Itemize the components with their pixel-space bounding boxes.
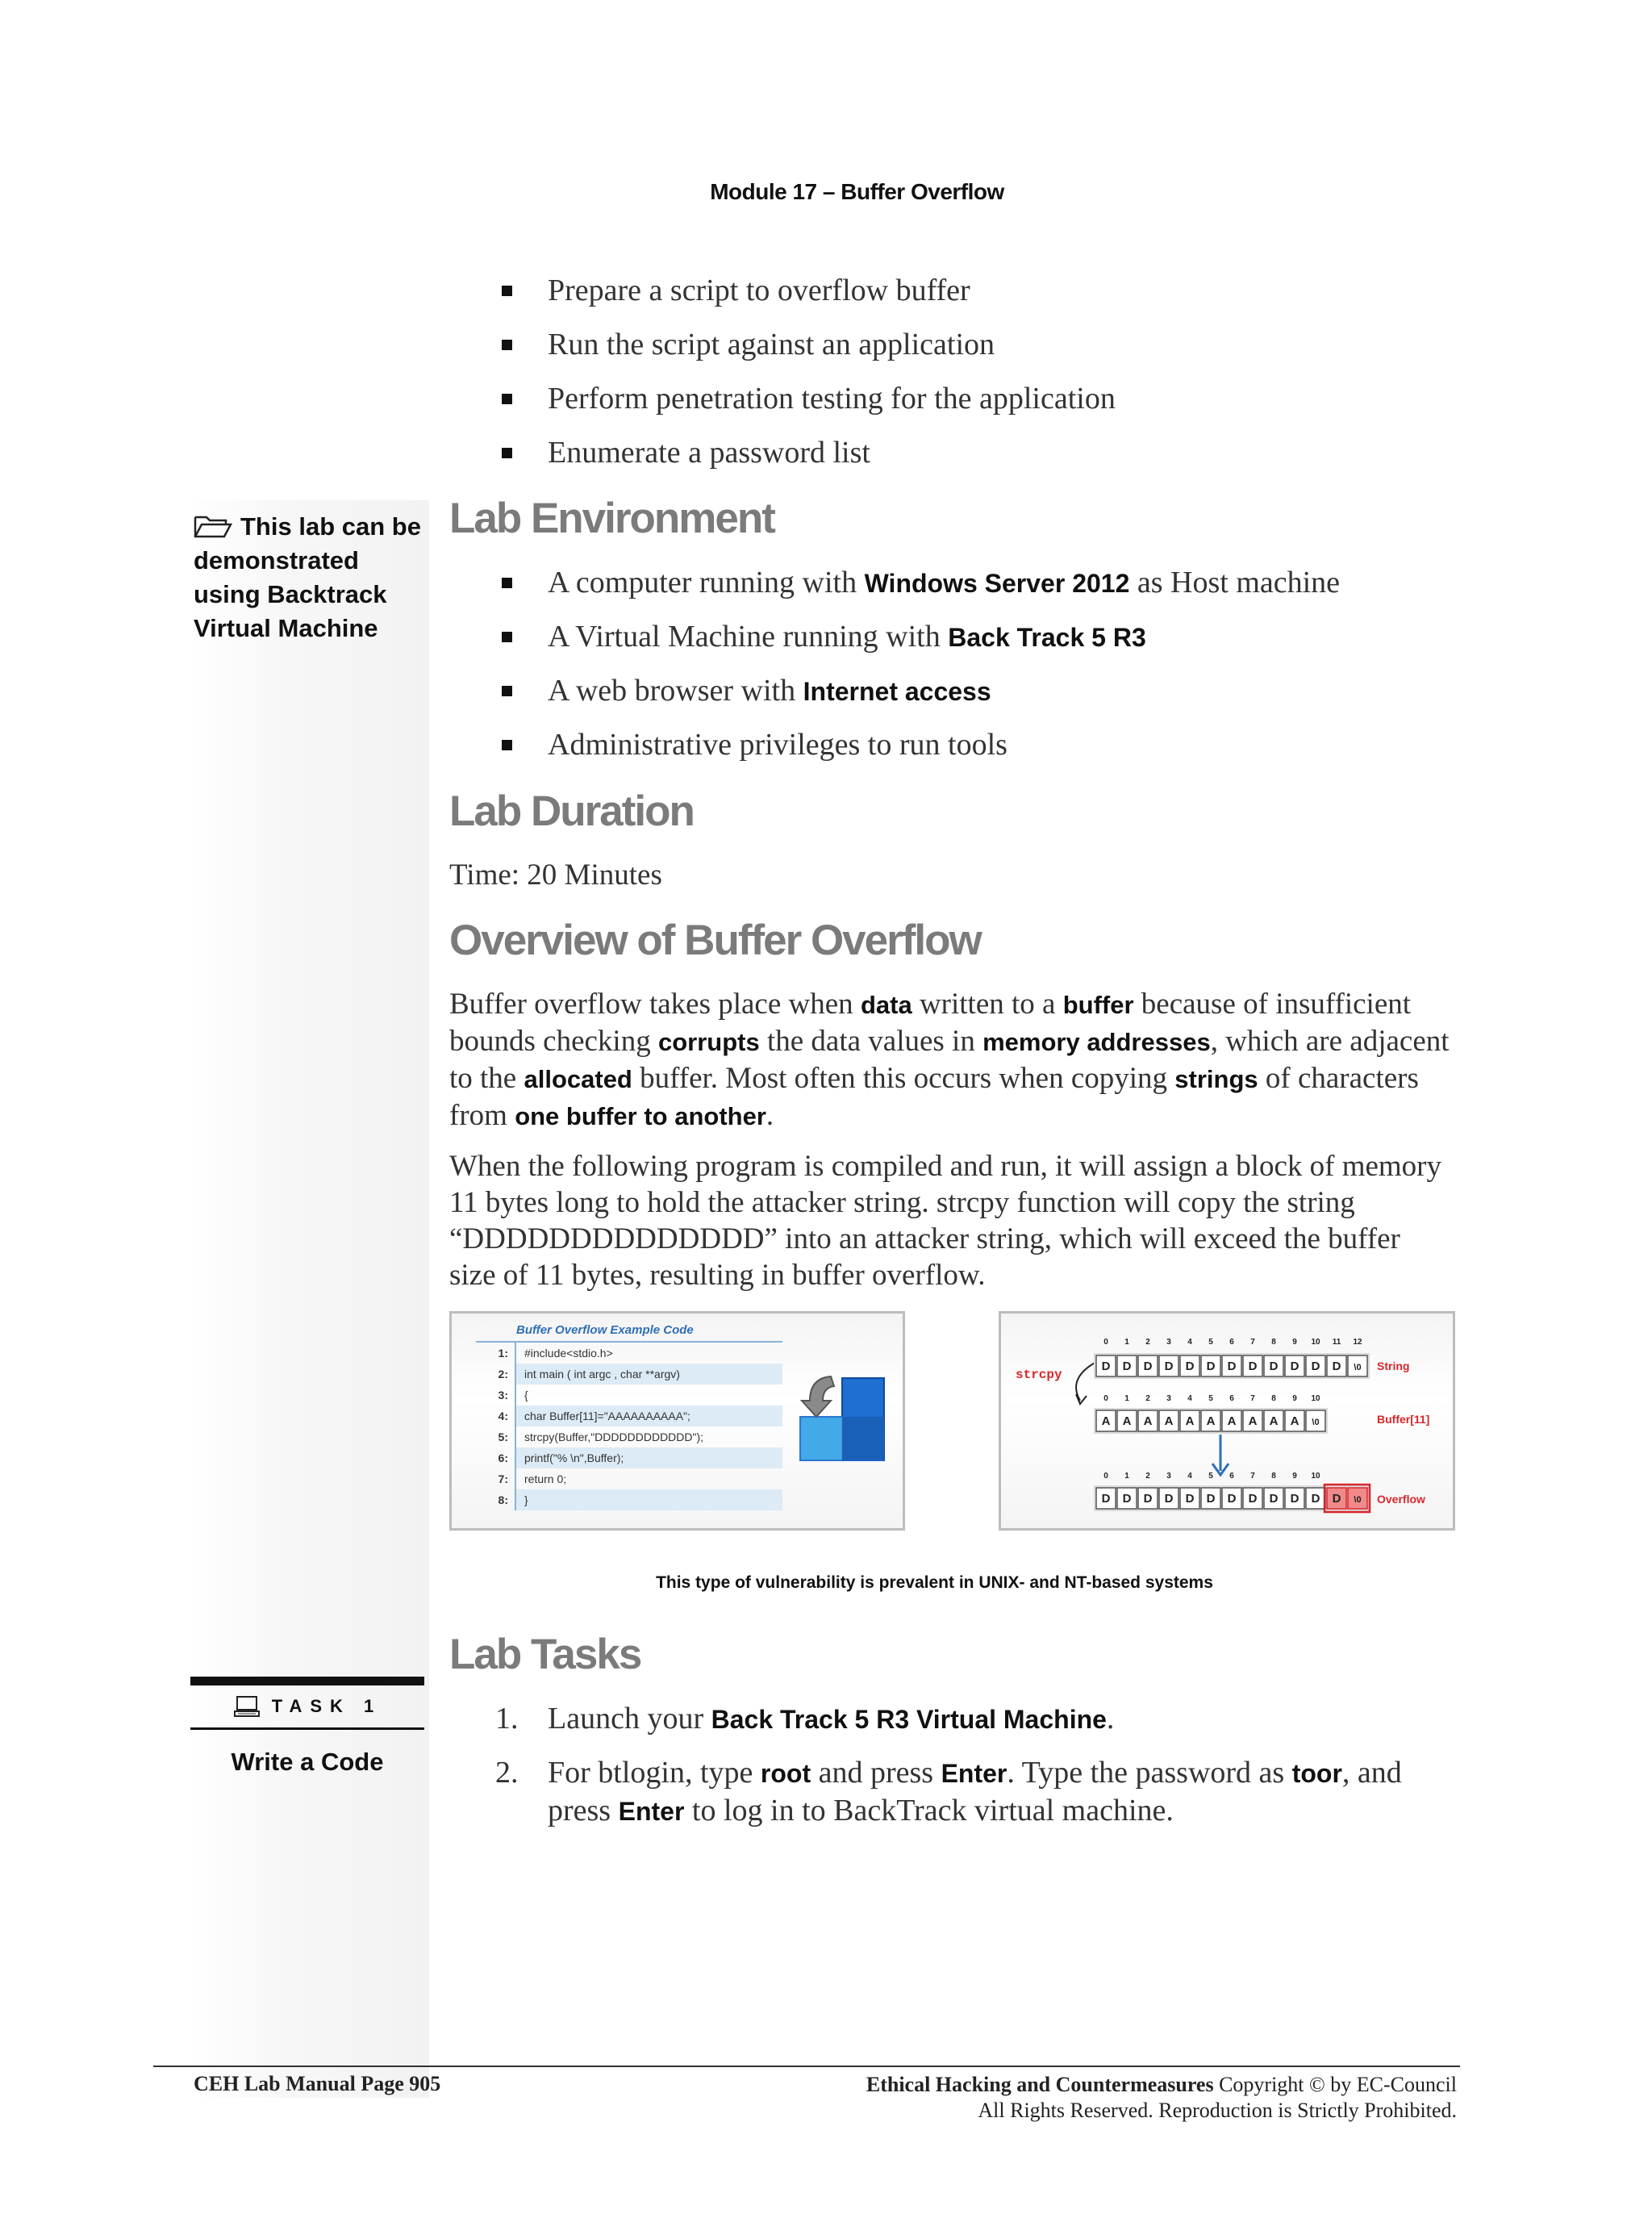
memory-cell-value: A bbox=[1206, 1414, 1216, 1428]
memory-cell-value: A bbox=[1269, 1414, 1279, 1428]
memory-index: 12 bbox=[1353, 1338, 1362, 1347]
item-bold: Windows Server 2012 bbox=[864, 569, 1130, 598]
line-text: int main ( int argc , char **argv) bbox=[516, 1364, 782, 1385]
footer-copyright bbox=[866, 2072, 1457, 2124]
text: Launch your bbox=[548, 1702, 711, 1736]
memory-cell-value: D bbox=[1185, 1492, 1195, 1506]
item-text: Administrative privileges to run tools bbox=[548, 728, 1007, 762]
heading-overview: Overview of Buffer Overflow bbox=[449, 917, 981, 964]
memory-index: 8 bbox=[1271, 1338, 1276, 1347]
code-line bbox=[476, 1426, 782, 1447]
memory-cell-value: D bbox=[1143, 1492, 1153, 1506]
code-line bbox=[476, 1343, 782, 1364]
code-line bbox=[476, 1489, 782, 1510]
memory-index: 5 bbox=[1208, 1338, 1213, 1347]
task-step bbox=[495, 1754, 1463, 1830]
footer-copyright-text: Copyright © by EC-Council bbox=[1213, 2073, 1457, 2096]
memory-index: 4 bbox=[1187, 1472, 1192, 1481]
memory-cell-value: D bbox=[1206, 1492, 1216, 1506]
heading-lab-tasks: Lab Tasks bbox=[449, 1631, 641, 1678]
figure-caption: This type of vulnerability is prevalent in UNIX- and NT-based systems bbox=[656, 1573, 1213, 1592]
memory-index: 2 bbox=[1145, 1394, 1150, 1403]
memory-index: 0 bbox=[1103, 1472, 1108, 1481]
memory-index: 10 bbox=[1311, 1472, 1320, 1481]
text: because of insufficient bounds checking bbox=[449, 988, 1412, 1058]
memory-index: 7 bbox=[1250, 1394, 1255, 1403]
memory-cell-value: D bbox=[1185, 1360, 1195, 1373]
lab-environment-list bbox=[495, 565, 1340, 781]
memory-cell-value: A bbox=[1101, 1414, 1111, 1428]
memory-cell-value: D bbox=[1164, 1492, 1174, 1506]
memory-cell-value: D bbox=[1248, 1360, 1258, 1373]
memory-cell-value: A bbox=[1122, 1414, 1132, 1428]
memory-cell-value: D bbox=[1311, 1492, 1320, 1506]
footer-page-info: CEH Lab Manual Page 905 bbox=[194, 2072, 441, 2095]
footer-title: Ethical Hacking and Countermeasures bbox=[866, 2073, 1214, 2096]
list-item bbox=[495, 565, 1340, 619]
code-listing bbox=[476, 1323, 782, 1510]
memory-cell-value: D bbox=[1248, 1492, 1258, 1506]
memory-index: 5 bbox=[1208, 1472, 1213, 1481]
task-label bbox=[190, 1685, 424, 1730]
footer-divider bbox=[153, 2066, 1460, 2067]
code-line bbox=[476, 1468, 782, 1489]
memory-cell-value: \0 bbox=[1354, 1495, 1362, 1505]
code-line bbox=[476, 1447, 782, 1468]
line-number: 4: bbox=[476, 1406, 516, 1426]
page-header: Module 17 – Buffer Overflow bbox=[710, 179, 1004, 204]
memory-index: 8 bbox=[1271, 1394, 1276, 1403]
memory-cell-value: D bbox=[1164, 1360, 1174, 1373]
memory-cell-value: A bbox=[1164, 1414, 1174, 1428]
line-text: } bbox=[516, 1489, 782, 1510]
item-bold: Internet access bbox=[803, 677, 991, 706]
memory-cell-value: A bbox=[1185, 1414, 1195, 1428]
memory-index: 3 bbox=[1166, 1394, 1171, 1403]
code-line bbox=[476, 1385, 782, 1406]
task-bar bbox=[190, 1677, 424, 1685]
list-item bbox=[495, 673, 1340, 727]
string-label: String bbox=[1377, 1360, 1410, 1372]
line-text: { bbox=[524, 1389, 528, 1401]
bold-term: corrupts bbox=[657, 1028, 760, 1056]
memory-index: 3 bbox=[1166, 1338, 1171, 1347]
line-text: return 0; bbox=[524, 1472, 567, 1485]
item-text: A web browser with bbox=[548, 674, 803, 708]
item-bold: Back Track 5 R3 bbox=[948, 623, 1146, 652]
memory-cell-value: D bbox=[1269, 1492, 1279, 1506]
memory-cell-value: D bbox=[1227, 1492, 1237, 1506]
text: Buffer overflow takes place when bbox=[449, 988, 861, 1021]
folder-icon bbox=[194, 514, 232, 538]
memory-cell-value: \0 bbox=[1312, 1418, 1320, 1427]
text: . Type the password as bbox=[1007, 1756, 1292, 1790]
line-number: 1: bbox=[476, 1343, 516, 1364]
memory-cell-value: D bbox=[1143, 1360, 1153, 1373]
code-figure bbox=[449, 1311, 905, 1531]
memory-index: 1 bbox=[1124, 1338, 1129, 1347]
objectives-list bbox=[495, 273, 1116, 489]
memory-diagram bbox=[1001, 1314, 1453, 1528]
buffer-overflow-icon bbox=[792, 1370, 889, 1467]
bold-term: strings bbox=[1174, 1065, 1258, 1093]
memory-index: 8 bbox=[1271, 1472, 1276, 1481]
sidebar-note-text: This lab can be demonstrated using Backtrack Virtual Machine bbox=[194, 512, 421, 642]
item-text: as Host machine bbox=[1129, 566, 1341, 599]
line-number: 5: bbox=[476, 1426, 516, 1447]
bold-term: Enter bbox=[618, 1797, 685, 1826]
step-number: 2. bbox=[495, 1756, 519, 1790]
line-number: 3: bbox=[476, 1385, 516, 1406]
step-number: 1. bbox=[495, 1702, 519, 1736]
strcpy-label: strcpy bbox=[1016, 1368, 1062, 1382]
memory-index: 7 bbox=[1250, 1338, 1255, 1347]
memory-cell-value: A bbox=[1290, 1414, 1299, 1428]
overflow-label: Overflow bbox=[1377, 1493, 1425, 1506]
task-label-text: TASK 1 bbox=[271, 1696, 382, 1716]
memory-cell-value: D bbox=[1332, 1360, 1341, 1373]
memory-index: 1 bbox=[1124, 1394, 1129, 1403]
heading-lab-duration: Lab Duration bbox=[449, 787, 694, 835]
line-number: 7: bbox=[476, 1468, 516, 1489]
line-text: printf("% \n",Buffer); bbox=[516, 1447, 782, 1468]
memory-index: 9 bbox=[1292, 1472, 1297, 1481]
bold-term: data bbox=[860, 991, 912, 1019]
computer-icon bbox=[233, 1695, 261, 1718]
list-item bbox=[495, 727, 1340, 781]
bold-term: one buffer to another bbox=[515, 1102, 766, 1130]
memory-cell-value: A bbox=[1227, 1414, 1237, 1428]
memory-cell-value: D bbox=[1206, 1360, 1216, 1373]
memory-index: 0 bbox=[1103, 1394, 1108, 1403]
code-line bbox=[476, 1364, 782, 1385]
memory-index: 6 bbox=[1229, 1338, 1234, 1347]
line-number: 8: bbox=[476, 1489, 516, 1510]
memory-cell-value: A bbox=[1143, 1414, 1153, 1428]
memory-cell-value: D bbox=[1122, 1492, 1132, 1506]
memory-index: 10 bbox=[1311, 1338, 1320, 1347]
memory-cell-value: D bbox=[1269, 1360, 1279, 1373]
overview-paragraph-1 bbox=[449, 986, 1450, 1134]
bold-term: Back Track 5 R3 Virtual Machine bbox=[711, 1705, 1107, 1734]
list-item: Perform penetration testing for the application bbox=[495, 381, 1116, 435]
memory-cell-value: D bbox=[1332, 1492, 1341, 1506]
list-item: Prepare a script to overflow buffer bbox=[495, 273, 1116, 327]
bold-term: toor bbox=[1291, 1759, 1342, 1788]
line-text: #include<stdio.h> bbox=[524, 1347, 613, 1360]
task-step bbox=[495, 1700, 1463, 1738]
text: buffer. Most often this occurs when copying bbox=[632, 1062, 1175, 1095]
bold-term: allocated bbox=[524, 1065, 632, 1093]
memory-cell-value: \0 bbox=[1354, 1363, 1362, 1372]
memory-index: 11 bbox=[1332, 1338, 1341, 1347]
item-text: A Virtual Machine running with bbox=[548, 620, 949, 654]
buffer-label: Buffer[11] bbox=[1377, 1413, 1430, 1426]
text: the data values in bbox=[759, 1025, 983, 1058]
task-title: Write a Code bbox=[231, 1748, 384, 1776]
line-number: 2: bbox=[476, 1364, 516, 1385]
text: and press bbox=[811, 1756, 941, 1790]
memory-index: 9 bbox=[1292, 1338, 1297, 1347]
list-item: Enumerate a password list bbox=[495, 435, 1116, 489]
heading-lab-environment: Lab Environment bbox=[449, 495, 774, 542]
footer-line-1 bbox=[866, 2072, 1457, 2098]
memory-index: 10 bbox=[1311, 1394, 1320, 1403]
lab-duration-time: Time: 20 Minutes bbox=[449, 858, 662, 892]
memory-cell-value: D bbox=[1311, 1360, 1320, 1373]
text: written to a bbox=[912, 988, 1063, 1021]
memory-index: 3 bbox=[1166, 1472, 1171, 1481]
text: to log in to BackTrack virtual machine. bbox=[684, 1794, 1174, 1827]
memory-index: 9 bbox=[1292, 1394, 1297, 1403]
bold-term: root bbox=[760, 1759, 811, 1788]
bold-term: buffer bbox=[1062, 991, 1134, 1019]
memory-cell-value: D bbox=[1101, 1360, 1111, 1373]
line-text: char Buffer[11]="AAAAAAAAAA"; bbox=[516, 1406, 782, 1426]
memory-index: 2 bbox=[1145, 1472, 1150, 1481]
line-text: strcpy(Buffer,"DDDDDDDDDDDD"); bbox=[524, 1431, 704, 1443]
line-number: 6: bbox=[476, 1447, 516, 1468]
memory-index: 2 bbox=[1145, 1338, 1150, 1347]
text: . bbox=[766, 1099, 774, 1132]
memory-figure bbox=[999, 1311, 1455, 1531]
text: , which are adjacent to the bbox=[449, 1025, 1450, 1095]
memory-index: 6 bbox=[1229, 1394, 1234, 1403]
memory-cell-value: D bbox=[1101, 1492, 1111, 1506]
task-box bbox=[190, 1677, 424, 1777]
sidebar-note bbox=[194, 510, 428, 645]
task-steps bbox=[495, 1700, 1463, 1846]
memory-cell-value: D bbox=[1227, 1360, 1237, 1373]
bold-term: Enter bbox=[941, 1759, 1007, 1788]
memory-cell-value: D bbox=[1122, 1360, 1132, 1373]
list-item bbox=[495, 619, 1340, 673]
strcpy-arrow bbox=[1076, 1362, 1096, 1401]
memory-index: 7 bbox=[1250, 1472, 1255, 1481]
memory-index: 4 bbox=[1187, 1394, 1192, 1403]
memory-index: 1 bbox=[1124, 1472, 1129, 1481]
text: For btlogin, type bbox=[548, 1756, 761, 1790]
memory-cell-value: D bbox=[1290, 1492, 1299, 1506]
memory-cell-value: A bbox=[1248, 1414, 1258, 1428]
code-title: Buffer Overflow Example Code bbox=[476, 1323, 782, 1343]
item-text: A computer running with bbox=[548, 566, 865, 599]
list-item: Run the script against an application bbox=[495, 327, 1116, 381]
text: , and press bbox=[548, 1756, 1402, 1827]
memory-index: 0 bbox=[1103, 1338, 1108, 1347]
text: . bbox=[1106, 1702, 1115, 1736]
memory-index: 5 bbox=[1208, 1394, 1213, 1403]
footer-line-2: All Rights Reserved. Reproduction is Strictly Prohibited. bbox=[978, 2099, 1457, 2122]
memory-index: 4 bbox=[1187, 1338, 1192, 1347]
text: of characters from bbox=[449, 1062, 1419, 1132]
bold-term: memory addresses bbox=[982, 1028, 1211, 1056]
memory-cell-value: D bbox=[1290, 1360, 1299, 1373]
memory-index: 6 bbox=[1229, 1472, 1234, 1481]
overview-paragraph-2: When the following program is compiled and run, it will assign a block of memory 11 bytes long to hold the attacker string. strcpy function will copy the string “DDDDDDDDDDDDDD” into an attacker string, which will exceed the buffer size of 11 bytes, resulting in buffer overflow. bbox=[449, 1150, 1441, 1292]
sidebar-background bbox=[187, 500, 429, 2098]
code-line bbox=[476, 1406, 782, 1426]
